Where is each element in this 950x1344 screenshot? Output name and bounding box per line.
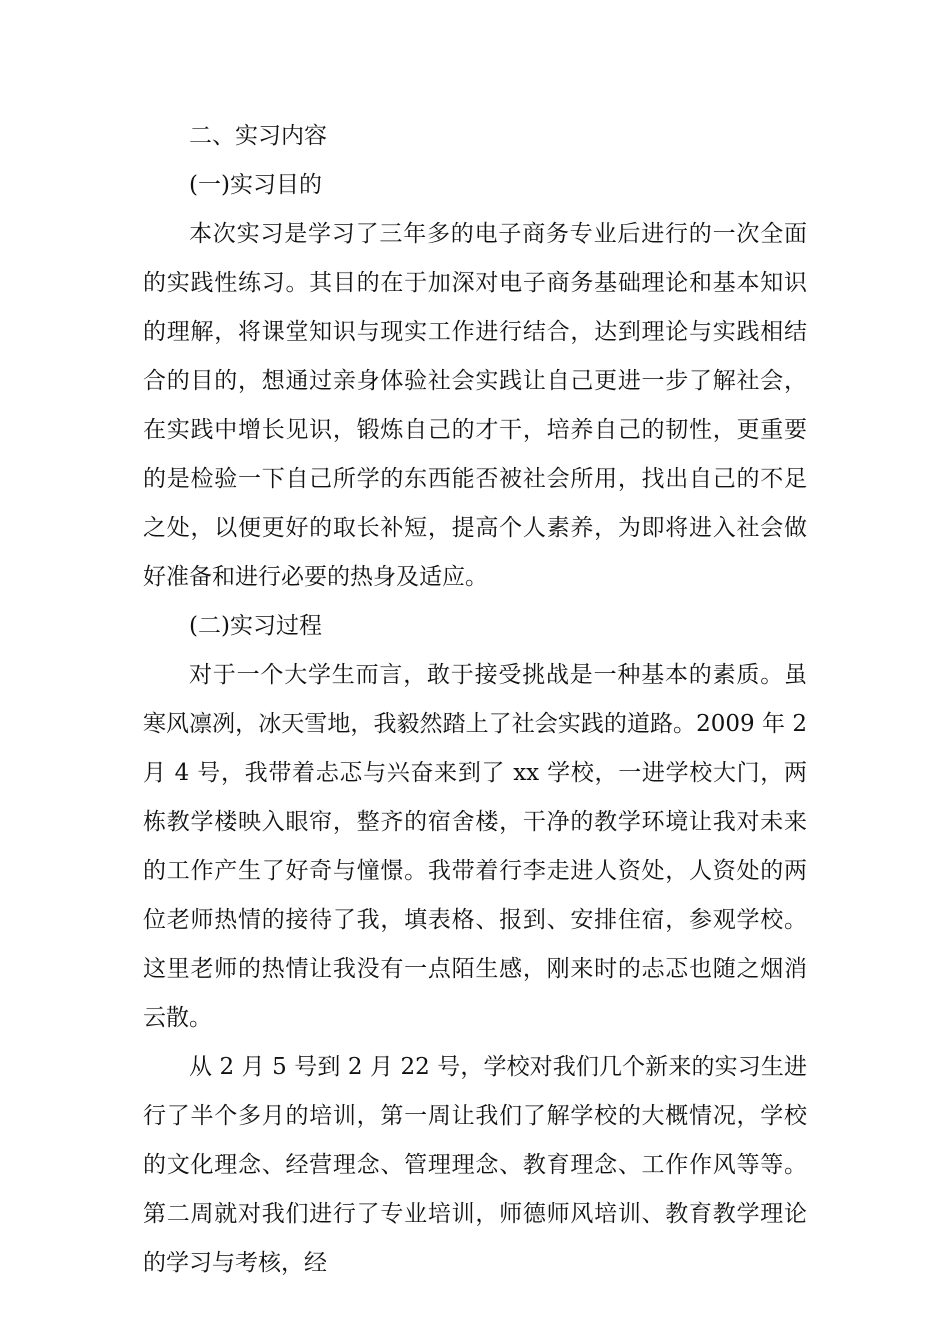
subsection-heading-process: (二)实习过程 (189, 613, 322, 639)
paragraph-process-arrival: 对于一个大学生而言，敢于接受挑战是一种基本的素质。虽寒风凛冽，冰天雪地，我毅然踏上了社会实践的道路。2009 年 2 月 4 号，我带着忐忑与兴奋来到了 xx 学校，一进学校大门，两栋教学楼映入眼帘，整齐的宿舍楼，干净的教学环境让我对未来的工作产生了好奇与憧憬。我带着行李走进人资处，人资处的两位老师热情的接待了我，填表格、报到、安排住宿，参观学校。这里老师的热情让我没有一点陌生感，刚来时的忐忑也随之烟消云散。 (143, 662, 807, 1031)
section-heading: 二、实习内容 (189, 123, 327, 149)
document-body (143, 112, 807, 1288)
paragraph-purpose: 本次实习是学习了三年多的电子商务专业后进行的一次全面的实践性练习。其目的在于加深对电子商务基础理论和基本知识的理解，将课堂知识与现实工作进行结合，达到理论与实践相结合的目的，想通过亲身体验社会实践让自己更进一步了解社会，在实践中增长见识，锻炼自己的才干，培养自己的韧性，更重要的是检验一下自己所学的东西能否被社会所用，找出自己的不足之处，以便更好的取长补短，提高个人素养，为即将进入社会做好准备和进行必要的热身及适应。 (143, 221, 807, 590)
paragraph-process-training: 从 2 月 5 号到 2 月 22 号，学校对我们几个新来的实习生进行了半个多月的培训，第一周让我们了解学校的大概情况，学校的文化理念、经营理念、管理理念、教育理念、工作作风等等。第二周就对我们进行了专业培训，师德师风培训、教育教学理论的学习与考核，经 (143, 1054, 807, 1276)
subsection-heading-purpose: (一)实习目的 (189, 172, 322, 198)
